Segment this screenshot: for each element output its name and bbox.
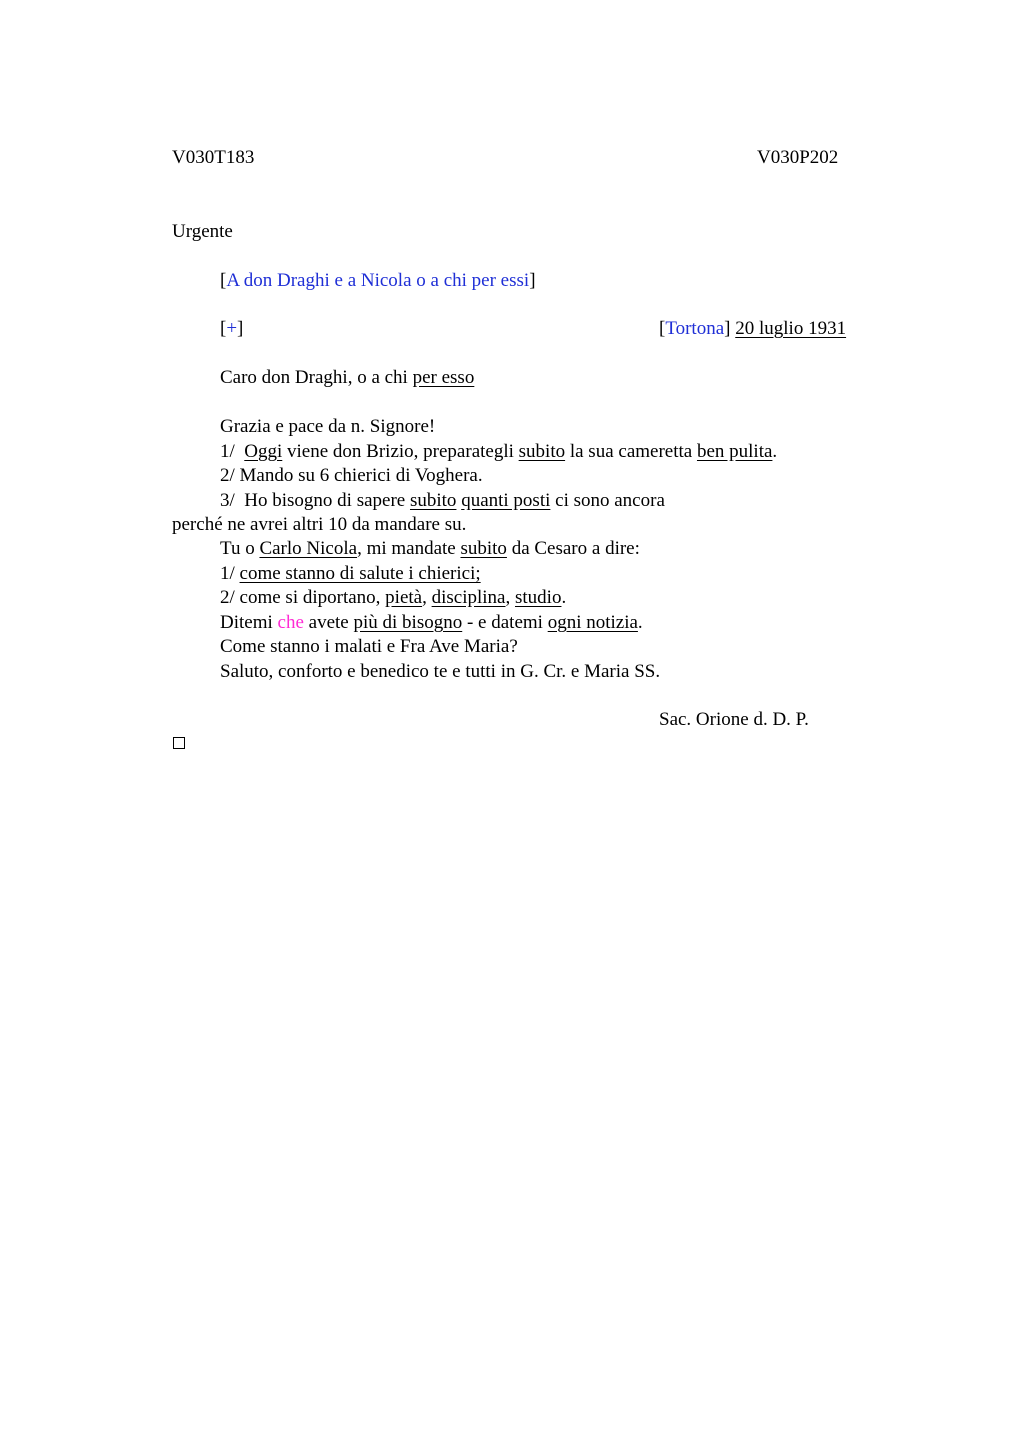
comma: , [505, 587, 515, 608]
salutation-underlined: per esso [412, 367, 475, 388]
addressee-text: A don Draghi e a Nicola o a chi per essi [226, 270, 530, 291]
name-carlo-nicola: Carlo Nicola [259, 538, 358, 559]
request-text-c: da Cesaro a dire: [506, 538, 640, 559]
open-bracket: [ [659, 318, 666, 339]
blessing-line: Saluto, conforto e benedico te e tutti in G. Cr. e Maria SS. [220, 661, 661, 682]
word-subito: subito [460, 538, 507, 559]
period: . [561, 587, 567, 608]
question-1-number: 1/ [220, 563, 240, 584]
phrase-ogni-notizia: ogni notizia [547, 612, 638, 633]
point-1-line [220, 441, 777, 463]
open-bracket: [ [220, 270, 227, 291]
signature: Sac. Orione d. D. P. [659, 709, 809, 730]
question-1-line [220, 563, 481, 585]
place-date-line [659, 318, 846, 340]
word-subito: subito [518, 441, 566, 462]
close-bracket: ] [724, 318, 731, 339]
cross-line [220, 318, 243, 340]
point-2-line: 2/ Mando su 6 chierici di Voghera. [220, 465, 483, 486]
point-1-text-c: . [772, 441, 778, 462]
request-text-a: Tu o [220, 538, 260, 559]
salutation-line [220, 367, 474, 389]
point-3-line [220, 490, 665, 512]
phrase-piu-di-bisogno: più di bisogno [353, 612, 463, 633]
sick-line: Come stanno i malati e Fra Ave Maria? [220, 636, 518, 657]
header-left-code: V030T183 [172, 147, 255, 168]
point-1-number: 1/ [220, 441, 240, 462]
period: . [637, 612, 643, 633]
point-1-text-a: viene don Brizio, preparategli [282, 441, 519, 462]
needs-text-b: avete [303, 612, 354, 633]
addressee-line [220, 270, 536, 292]
word-ben-pulita: ben pulita [696, 441, 773, 462]
question-1-text: come stanno di salute i chierici; [239, 563, 481, 584]
word-oggi: Oggi [244, 441, 283, 462]
request-line [220, 538, 640, 560]
word-studio: studio [515, 587, 562, 608]
word-disciplina: disciplina [431, 587, 506, 608]
point-1-text-b: la sua cameretta [565, 441, 697, 462]
urgent-label: Urgente [172, 221, 233, 242]
word-quanti-posti: quanti posti [461, 490, 551, 511]
word-subito: subito [409, 490, 457, 511]
request-text-b: , mi mandate [357, 538, 461, 559]
close-bracket: ] [237, 318, 244, 339]
comma: , [422, 587, 432, 608]
needs-text-c: - e datemi [462, 612, 548, 633]
needs-text-a: Ditemi [220, 612, 278, 633]
point-3-text-a: 3/ Ho bisogno di sapere [220, 490, 410, 511]
needs-line [220, 612, 643, 634]
word-pieta: pietà [385, 587, 423, 608]
question-2-line [220, 587, 566, 609]
question-2-text-a: 2/ come si diportano, [220, 587, 386, 608]
close-bracket: ] [529, 270, 536, 291]
header-right-code: V030P202 [757, 147, 839, 168]
point-3-continuation: perché ne avrei altri 10 da mandare su. [172, 514, 467, 535]
place-text: Tortona [665, 318, 725, 339]
point-3-text-b: ci sono ancora [550, 490, 665, 511]
word-che-highlighted: che [277, 612, 304, 633]
salutation-prefix: Caro don Draghi, o a chi [220, 367, 413, 388]
greeting-line: Grazia e pace da n. Signore! [220, 416, 436, 437]
open-bracket: [ [220, 318, 227, 339]
date-text: 20 luglio 1931 [735, 318, 847, 339]
checkbox-square-icon [173, 737, 185, 749]
cross-symbol: + [226, 318, 238, 339]
